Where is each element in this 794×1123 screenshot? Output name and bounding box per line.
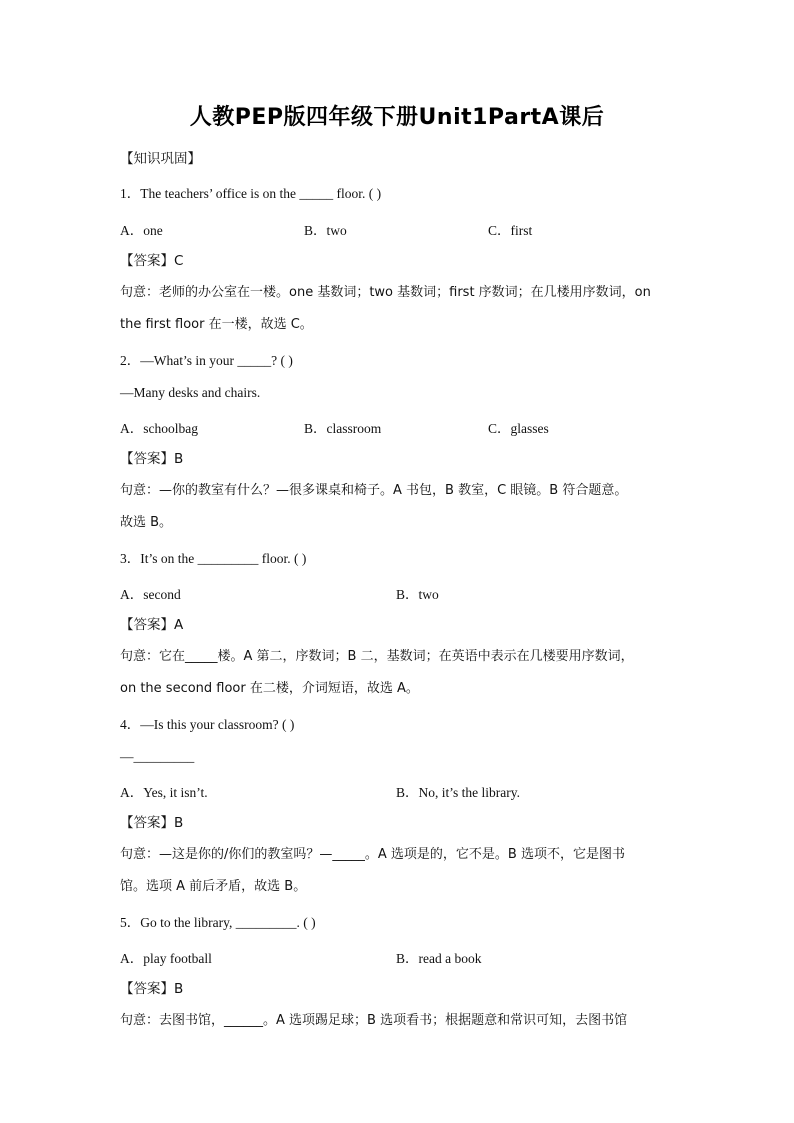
question-5-explanation-line-1: 句意：去图书馆，______。A 选项踢足球；B 选项看书；根据题意和常识可知，去图书馆 [120, 1013, 628, 1028]
question-3-stem: 3．It’s on the _________ floor. ( ) [120, 551, 307, 566]
question-1-option-c: C．first [488, 223, 533, 238]
document-title: 人教PEP版四年级下册Unit1PartA课后 [189, 105, 605, 130]
question-5-answer: 【答案】B [120, 981, 184, 997]
question-3-explanation-line-2: on the second floor 在二楼，介词短语，故选 A。 [120, 681, 419, 696]
question-1-stem: 1．The teachers’ office is on the _____ floor. ( ) [120, 186, 382, 201]
question-1-explanation-line-1: 句意：老师的办公室在一楼。one 基数词；two 基数词；first 序数词；在几楼用序数词，on [120, 285, 651, 300]
question-1-answer: 【答案】C [120, 253, 184, 269]
question-2-option-b: B．classroom [304, 421, 382, 436]
question-5-stem: 5．Go to the library, _________. ( ) [120, 915, 316, 930]
question-4-explanation-line-1: 句意：—这是你的/你们的教室吗？—_____。A 选项是的，它不是。B 选项不，它是图书 [120, 847, 625, 862]
question-2-reply: —Many desks and chairs. [120, 385, 261, 400]
question-2-explanation-line-2: 故选 B。 [120, 515, 173, 530]
question-4-stem: 4．—Is this your classroom? ( ) [120, 717, 295, 732]
question-5-option-b: B．read a book [396, 951, 482, 966]
question-3-option-a: A．second [120, 587, 181, 602]
question-4-reply: —_________ [120, 749, 195, 764]
question-1-option-a: A．one [120, 223, 163, 238]
question-2-option-c: C．glasses [488, 421, 549, 436]
question-5-option-a: A．play football [120, 951, 212, 966]
section-heading: 【知识巩固】 [120, 151, 201, 167]
question-1-explanation-line-2: the first floor 在一楼，故选 C。 [120, 317, 313, 332]
question-3-explanation-line-1: 句意：它在_____楼。A 第二，序数词；B 二，基数词；在英语中表示在几楼要用序数词， [120, 649, 634, 664]
question-3-answer: 【答案】A [120, 617, 184, 633]
question-1-option-b: B．two [304, 223, 347, 238]
question-2-explanation-line-1: 句意：—你的教室有什么？—很多课桌和椅子。A 书包，B 教室，C 眼镜。B 符合题意。 [120, 483, 628, 498]
question-3-option-b: B．two [396, 587, 439, 602]
question-4-option-b: B．No, it’s the library. [396, 785, 520, 800]
question-2-option-a: A．schoolbag [120, 421, 198, 436]
question-2-answer: 【答案】B [120, 451, 184, 467]
question-2-stem: 2．—What’s in your _____? ( ) [120, 353, 293, 368]
question-4-answer: 【答案】B [120, 815, 184, 831]
question-4-explanation-line-2: 馆。选项 A 前后矛盾，故选 B。 [120, 879, 307, 894]
question-4-option-a: A．Yes, it isn’t. [120, 785, 208, 800]
